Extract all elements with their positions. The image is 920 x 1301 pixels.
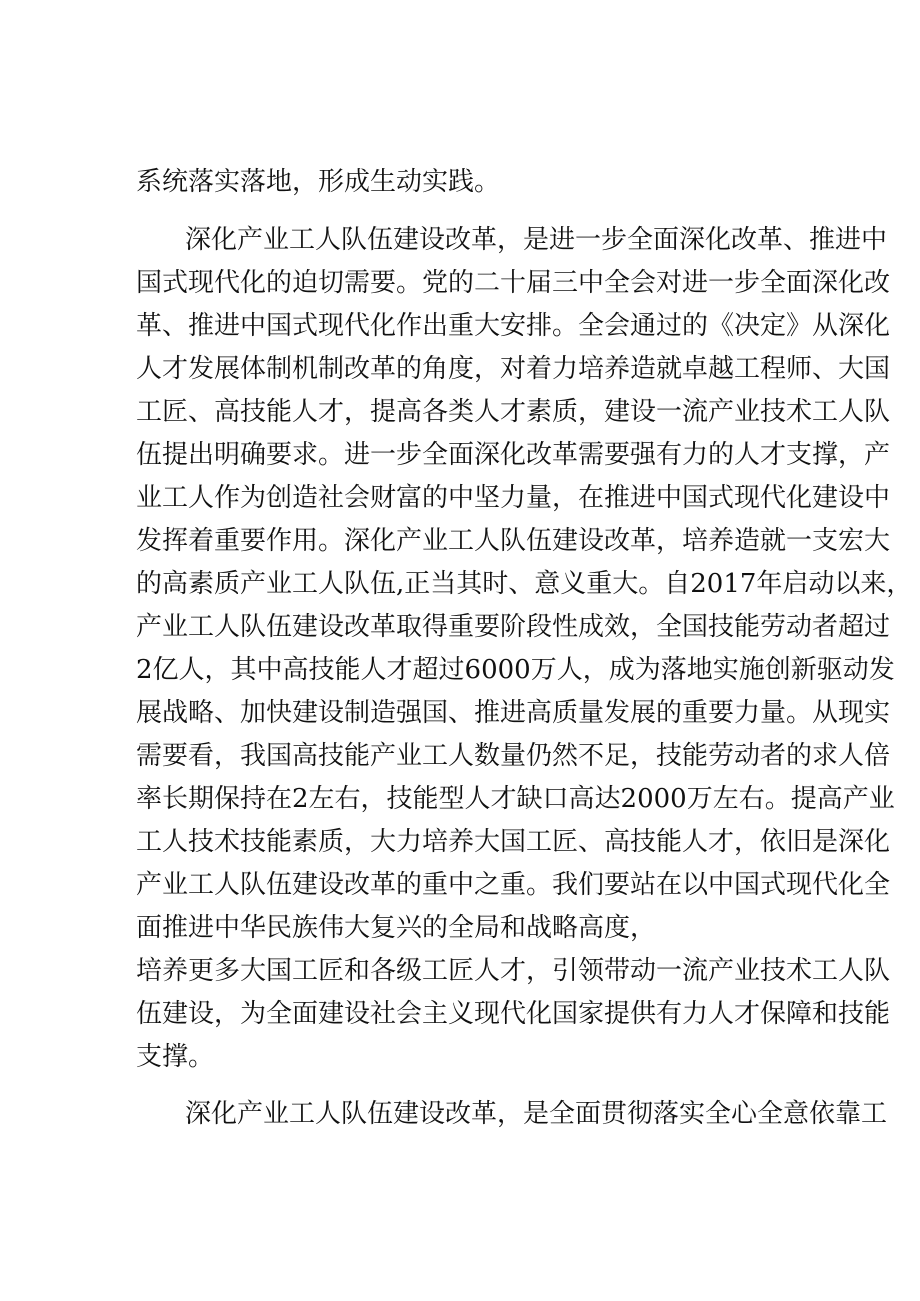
text-line-1: 系统落实落地，形成生动实践。 bbox=[136, 167, 501, 197]
text-line-19: 培养更多大国工匠和各级工匠人才，引领带动一流产业技术工人队 bbox=[136, 956, 891, 986]
text-line-8: 业工人作为创造社会财富的中坚力量，在推进中国式现代化建设中 bbox=[136, 483, 891, 513]
text-line-17: 产业工人队伍建设改革的重中之重。我们要站在以中国式现代化全 bbox=[136, 870, 891, 900]
text-line-7: 伍提出明确要求。进一步全面深化改革需要强有力的人才支撑，产 bbox=[136, 440, 891, 470]
text-line-11: 产业工人队伍建设改革取得重要阶段性成效，全国技能劳动者超过 bbox=[136, 612, 891, 642]
text-line-21: 支撑。 bbox=[136, 1042, 215, 1072]
text-line-15: 率长期保持在2左右，技能型人才缺口高达2000万左右。提高产业 bbox=[136, 784, 895, 814]
text-line-14: 需要看，我国高技能产业工人数量仍然不足，技能劳动者的求人倍 bbox=[136, 741, 891, 771]
text-line-6: 工匠、高技能人才，提高各类人才素质，建设一流产业技术工人队 bbox=[136, 397, 891, 427]
text-line-22: 深化产业工人队伍建设改革，是全面贯彻落实全心全意依靠工 bbox=[185, 1099, 888, 1129]
text-line-12: 2亿人，其中高技能人才超过6000万人，成为落地实施创新驱动发 bbox=[136, 655, 895, 685]
text-line-5: 人才发展体制机制改革的角度，对着力培养造就卓越工程师、大国 bbox=[136, 354, 891, 384]
text-line-2: 深化产业工人队伍建设改革，是进一步全面深化改革、推进中 bbox=[185, 225, 888, 255]
text-line-9: 发挥着重要作用。深化产业工人队伍建设改革，培养造就一支宏大 bbox=[136, 526, 891, 556]
text-line-20: 伍建设，为全面建设社会主义现代化国家提供有力人才保障和技能 bbox=[136, 999, 891, 1029]
text-line-16: 工人技术技能素质，大力培养大国工匠、高技能人才，依旧是深化 bbox=[136, 827, 891, 857]
text-line-3: 国式现代化的迫切需要。党的二十届三中全会对进一步全面深化改 bbox=[136, 268, 891, 298]
text-line-10: 的高素质产业工人队伍,正当其时、意义重大。自2017年启动以来， bbox=[136, 569, 913, 599]
text-line-18: 面推进中华民族伟大复兴的全局和战略高度， bbox=[136, 913, 657, 943]
text-line-13: 展战略、加快建设制造强国、推进高质量发展的重要力量。从现实 bbox=[136, 698, 891, 728]
text-line-4: 革、推进中国式现代化作出重大安排。全会通过的《决定》从深化 bbox=[136, 311, 891, 341]
